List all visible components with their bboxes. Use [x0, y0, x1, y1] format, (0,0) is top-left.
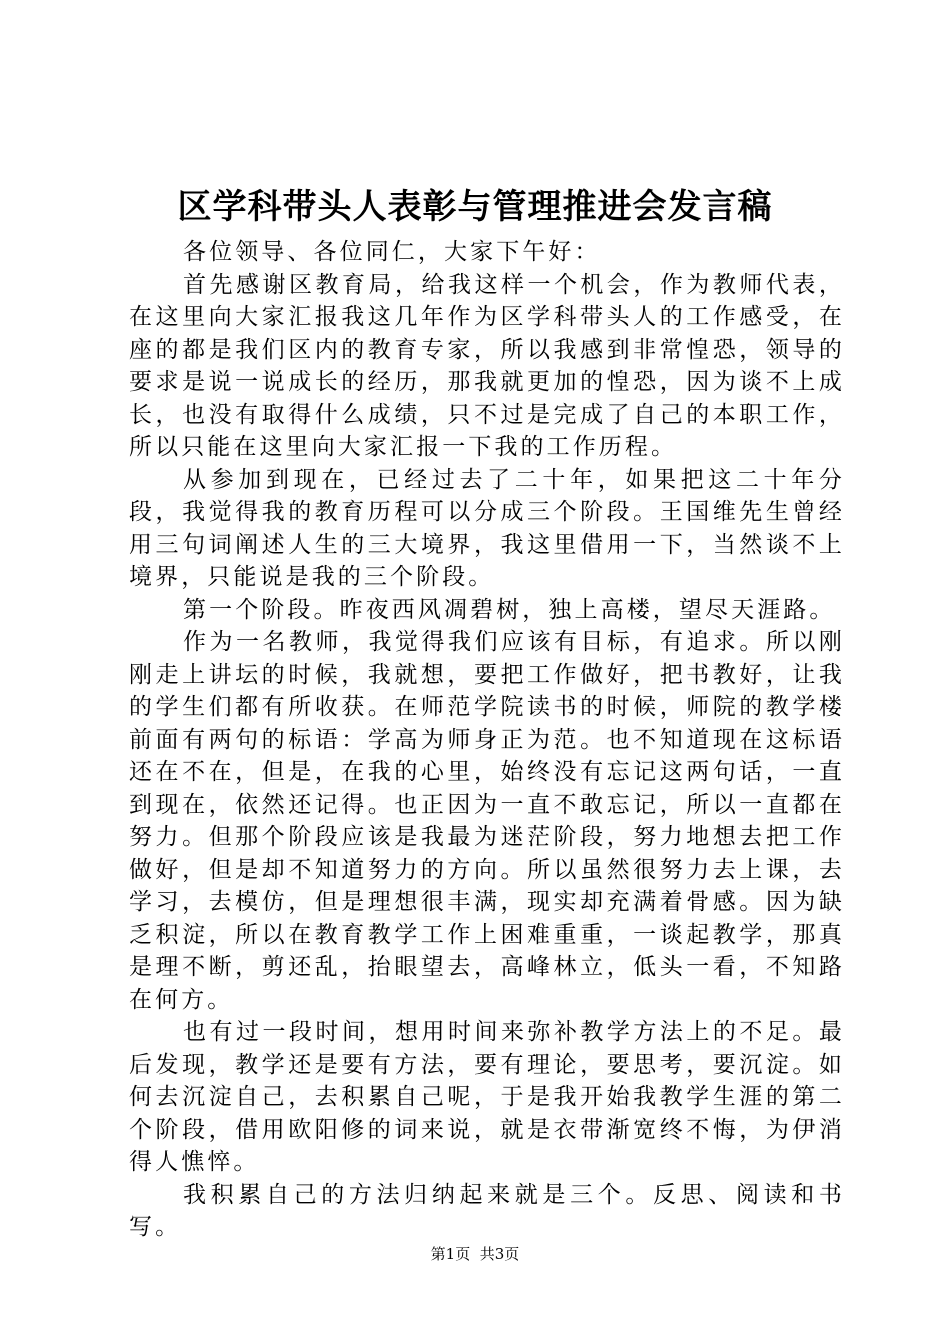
paragraph-greeting: 各位领导、各位同仁，大家下午好： [183, 239, 601, 265]
paragraph-stage-one-body: 作为一名教师，我觉得我们应该有目标，有追求。所以刚刚走上讲坛的时候，我就想，要把工作做好，把书教好，让我的学生们都有所收获。在师范学院读书的时候，师院的教学楼前面有两句的标语：学高为师身正为范。也不知道现在这标语还在不在，但是，在我的心里，始终没有忘记这两句话，一直到现在，依然还记得。也正因为一直不敢忘记，所以一直都在努力。但那个阶段应该是我最为迷茫阶段，努力地想去把工作做好，但是却不知道努力的方向。所以虽然很努力去上课，去学习，去模仿，但是理想很丰满，现实却充满着骨感。因为缺乏积淀，所以在教育教学工作上困难重重，一谈起教学，那真是理不断，剪还乱，抬眼望去，高峰林立，低头一看，不知路在何方。 [129, 629, 845, 1013]
page-number: 第1页 [430, 1245, 471, 1263]
page-total: 共3页 [479, 1245, 520, 1263]
document-body [129, 236, 845, 1244]
paragraph-methods: 我积累自己的方法归纳起来就是三个。反思、阅读和书写。 [129, 1181, 845, 1240]
paragraph-stage-two: 也有过一段时间，想用时间来弥补教学方法上的不足。最后发现，教学还是要有方法，要有理论，要思考，要沉淀。如何去沉淀自己，去积累自己呢，于是我开始我教学生涯的第二个阶段，借用欧阳修的词来说，就是衣带渐宽终不悔，为伊消得人憔悴。 [129, 1019, 845, 1175]
paragraph-opening: 首先感谢区教育局，给我这样一个机会，作为教师代表，在这里向大家汇报我这几年作为区学科带头人的工作感受，在座的都是我们区内的教育专家，所以我感到非常惶恐，领导的要求是说一说成长的经历，那我就更加的惶恐，因为谈不上成长，也没有取得什么成绩，只不过是完成了自己的本职工作，所以只能在这里向大家汇报一下我的工作历程。 [129, 271, 845, 460]
document-title: 区学科带头人表彰与管理推进会发言稿 [177, 187, 773, 227]
paragraph-three-stages: 从参加到现在，已经过去了二十年，如果把这二十年分段，我觉得我的教育历程可以分成三个阶段。王国维先生曾经用三句词阐述人生的三大境界，我这里借用一下，当然谈不上境界，只能说是我的三个阶段。 [129, 466, 845, 590]
page-footer [0, 1244, 950, 1264]
paragraph-stage-one-heading: 第一个阶段。昨夜西风凋碧树，独上高楼，望尽天涯路。 [183, 596, 836, 623]
